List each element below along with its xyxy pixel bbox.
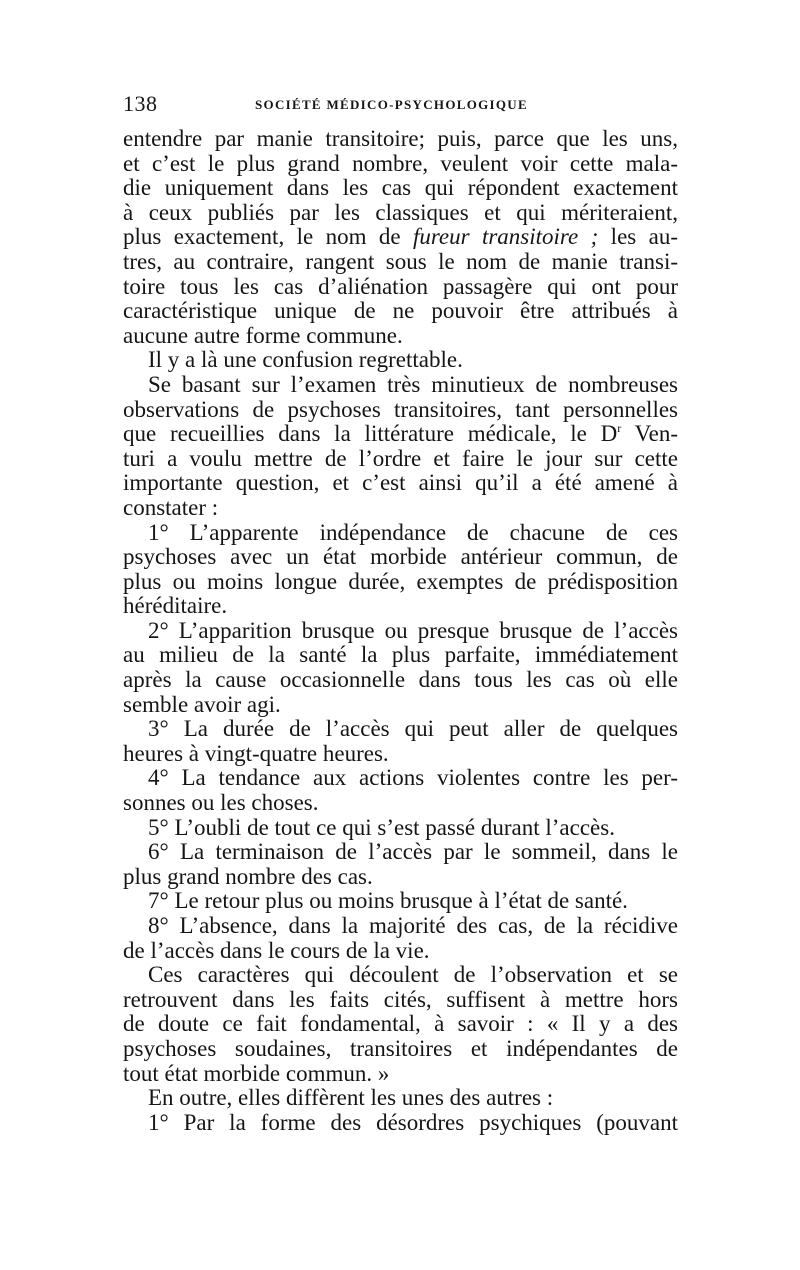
text-line: toire tous les cas d’aliénation passagère qui ont pour (123, 273, 678, 299)
text-line: Se basant sur l’examen très minutieux de nombreuses (148, 371, 678, 397)
text-fragment: Ven- (621, 421, 679, 447)
italic-term: fureur transitoire ; (412, 224, 599, 250)
text-line: de l’accès dans le cours de la vie. (123, 937, 430, 963)
text-line: 5° L’oubli de tout ce qui s’est passé durant l’accès. (148, 814, 615, 840)
running-head: SOCIÉTÉ MÉDICO-PSYCHOLOGIQUE (255, 97, 528, 112)
text-fragment: que recueillies dans la littérature médicale, le D (123, 421, 618, 447)
text-line: 3° La durée de l’accès qui peut aller de quelques (148, 716, 678, 742)
text-line: 7° Le retour plus ou moins brusque à l’état de santé. (148, 888, 628, 914)
list-item-7 (123, 889, 678, 914)
text-line (123, 422, 678, 447)
text-line: de doute ce fait fondamental, à savoir : « Il y a des (123, 1011, 678, 1037)
text-line (123, 225, 678, 250)
paragraph-4 (123, 963, 678, 988)
text-line: importante question, et c’est ainsi qu’il a été amené à (123, 470, 678, 496)
text-line: psychoses avec un état morbide antérieur commun, de (123, 544, 678, 570)
list-item-1 (123, 521, 678, 546)
text-line: plus grand nombre des cas. (123, 863, 373, 889)
list-item-3 (123, 717, 678, 742)
list-item-3-continued (123, 742, 678, 767)
paragraph-5 (123, 1086, 678, 1111)
text-line: à ceux publiés par les classiques et qui mériteraient, (123, 199, 678, 225)
paragraph-3-continued (123, 398, 678, 521)
text-line: tres, au contraire, rangent sous le nom de manie transi- (123, 248, 678, 274)
list-item-2-continued (123, 643, 678, 717)
superscript: r (617, 421, 622, 436)
text-line: Il y a là une confusion regrettable. (148, 347, 463, 373)
paragraph-6 (123, 1111, 678, 1136)
text-line: 4° La tendance aux actions violentes contre les per- (148, 765, 678, 791)
text-line: turi a voulu mettre de l’ordre et faire le jour sur cette (123, 445, 678, 471)
paragraph-1 (123, 127, 678, 348)
text-fragment: plus exactement, le nom de (123, 224, 413, 250)
list-item-1-continued (123, 545, 678, 619)
text-line: héréditaire. (123, 593, 228, 619)
list-item-5 (123, 816, 678, 841)
text-line: 8° L’absence, dans la majorité des cas, de la récidive (148, 913, 678, 938)
paragraph-3 (123, 373, 678, 398)
text-line: retrouvent dans les faits cités, suffisent à mettre hors (123, 986, 678, 1012)
list-item-2 (123, 619, 678, 644)
list-item-4-continued (123, 791, 678, 816)
text-line: 6° La terminaison de l’accès par le sommeil, dans le (148, 839, 678, 865)
text-fragment: les au- (598, 224, 678, 250)
text-line: psychoses soudaines, transitoires et indépendantes de (123, 1035, 678, 1061)
text-line: Ces caractères qui découlent de l’observation et se (148, 962, 678, 988)
text-line: En outre, elles diffèrent les unes des autres : (148, 1085, 554, 1111)
text-line: observations de psychoses transitoires, tant personnelles (123, 396, 678, 422)
text-line: semble avoir agi. (123, 691, 281, 717)
paragraph-2 (123, 348, 678, 373)
text-line: entendre par manie transitoire; puis, parce que les uns, (123, 126, 678, 151)
page-number: 138 (123, 91, 158, 116)
text-line: tout état morbide commun. » (123, 1060, 390, 1086)
list-item-8 (123, 914, 678, 939)
text-line: après la cause occasionnelle dans tous les cas où elle (123, 667, 678, 693)
text-line: caractéristique unique de ne pouvoir être attribués à (123, 298, 678, 324)
list-item-8-continued (123, 939, 678, 964)
list-item-4 (123, 766, 678, 791)
text-line: die uniquement dans les cas qui répondent exactement (123, 175, 678, 201)
text-line: 1° Par la forme des désordres psychiques (pouvant (148, 1109, 678, 1135)
text-line: 1° L’apparente indépendance de chacune de ces (148, 519, 678, 545)
paragraph-4-continued (123, 988, 678, 1086)
list-item-6-continued (123, 865, 678, 890)
text-line: plus ou moins longue durée, exemptes de prédisposition (123, 568, 678, 594)
text-line: sonnes ou les choses. (123, 790, 319, 816)
text-line: 2° L’apparition brusque ou presque brusque de l’accès (148, 617, 678, 643)
text-line: au milieu de la santé la plus parfaite, immédiatement (123, 642, 678, 668)
text-line: constater : (123, 494, 219, 520)
list-item-6 (123, 840, 678, 865)
text-line: aucune autre forme commune. (123, 322, 403, 348)
body-text (123, 127, 678, 1135)
text-line: heures à vingt-quatre heures. (123, 740, 389, 766)
page-header (123, 91, 678, 117)
text-line: et c’est le plus grand nombre, veulent voir cette mala- (123, 150, 678, 176)
